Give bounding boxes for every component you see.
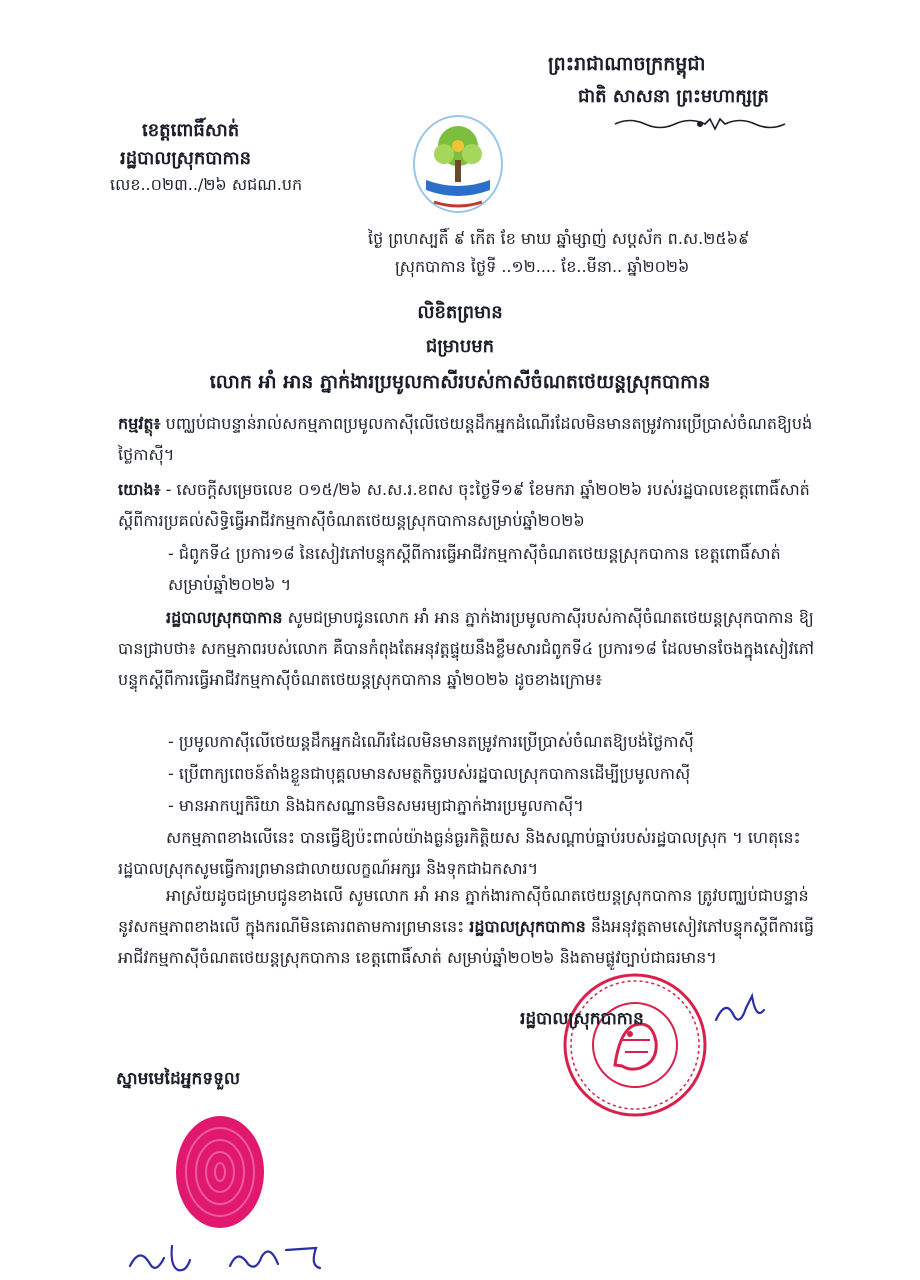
- body-intro-text: សូមជម្រាបជូនលោក អាំ អាន ភ្នាក់ងារប្រមូលកាស៊ីរបស់កាស៊ីចំណតថេយន្តស្រុកបាកាន ឱ្យបានជ្រាបថា៖ សកម្មភាពរបស់លោក គឺបានកំពុងតែអនុវត្តផ្ទុយនឹងខ្លឹមសារជំពូកទី៤ ប្រការ១៨ ដែលមានចែងក្នុងសៀវភៅបន្ទុកស្តីពីការធ្វើអាជីវកម្មកាស៊ីចំណតថេយន្តស្រុកបាកាន ឆ្នាំ២០២៦ ដូចខាងក្រោម៖: [118, 608, 814, 689]
- body-paragraph-3: [118, 880, 818, 973]
- kingdom-heading: ព្រះរាជាណាចក្រកម្ពុជា: [548, 53, 706, 75]
- list-item: - ប្រមូលកាស៊ីលើថេយន្តដឹកអ្នកដំណើរដែលមិនមានតម្រូវការប្រើប្រាស់ចំណតឱ្យបង់ថ្លៃកាស៊ី: [168, 732, 694, 751]
- reference-number: លេខ..០២៣../២៦ សជណ.បក: [110, 175, 303, 194]
- official-stamp: [560, 970, 710, 1120]
- document-type: លិខិតព្រមាន: [417, 302, 503, 323]
- handwritten-name: [120, 1236, 380, 1280]
- subject-paragraph: [118, 408, 818, 470]
- body-intro: [118, 602, 818, 695]
- signatory-district: រដ្ឋបាលស្រុកបាកាន: [520, 1009, 644, 1029]
- subject-text: បញ្ឈប់ជាបន្ទាន់រាល់សកម្មភាពប្រមូលកាស៊ីលើថេយន្តដឹកអ្នកដំណើរដែលមិនមានតម្រូវការប្រើប្រាស់ចំណតឱ្យបង់ថ្លៃកាស៊ី។: [118, 414, 813, 464]
- list-item: - ប្រើពាក្យពេចន៍តាំងខ្លួនជាបុគ្គលមានសមត្ថកិច្ចរបស់រដ្ឋបាលស្រុកបាកានដើម្បីប្រមូលកាស៊ី: [168, 764, 691, 783]
- para3-text: អាស្រ័យដូចជម្រាបជូនខាងលើ សូមលោក អាំ អាន ភ្នាក់ងារកាស៊ីចំណតថេយន្តស្រុកបាកាន ត្រូវបញ្ឈប់ជាបន្ទាន់នូវសកម្មភាពខាងលើ ក្នុងករណីមិនគោរពតាមការព្រមាននេះ: [118, 886, 809, 936]
- district-logo: [408, 112, 508, 222]
- national-motto: ជាតិ សាសនា ព្រះមហាក្សត្រ: [578, 86, 769, 107]
- province-name: ខេត្តពោធិ៍សាត់: [142, 120, 240, 141]
- reference-paragraph-1: [118, 474, 818, 536]
- para3-bold: រដ្ឋបាលស្រុកបាកាន: [469, 917, 586, 936]
- salutation: ជម្រាបមក: [425, 336, 495, 357]
- district-admin-name: រដ្ឋបាលស្រុកបាកាន: [120, 148, 252, 169]
- receiver-thumbprint-label: ស្នាមមេដៃអ្នកទទួល: [116, 1069, 241, 1089]
- body-lead-bold: រដ្ឋបាលស្រុកបាកាន: [166, 608, 283, 627]
- reference-paragraph-2: [168, 538, 818, 600]
- fingerprint-mark: [172, 1112, 268, 1232]
- solar-date: ស្រុកបាកាន ថ្ងៃទី ..១២.... ខែ..មីនា.. ឆ្នាំ២០២៦: [395, 257, 690, 276]
- subject-label: កម្មវត្ថុ៖: [118, 414, 161, 433]
- lunar-date: ថ្ងៃ ព្រហស្បតិ៍ ៩ កើត ខែ មាឃ ឆ្នាំម្សាញ់ សប្តស័ក ព.ស.២៥៦៩: [368, 229, 750, 248]
- ornament-divider-icon: [610, 115, 790, 133]
- para3-text-end: នឹងអនុវត្តតាមសៀវភៅបន្ទុកស្តីពីការធ្វើអាជីវកម្មកាស៊ីចំណតថេយន្តស្រុកបាកាន ខេត្តពោធិ៍សាត់ សម្រាប់ឆ្នាំ២០២៦ និងតាមផ្លូវច្បាប់ជាធរមាន។: [118, 917, 814, 967]
- signature-mark: [712, 990, 772, 1030]
- reference-item: - សេចក្តីសម្រេចលេខ ០១៥/២៦ ស.ស.រ.ខពស ចុះថ្ងៃទី១៩ ខែមករា ឆ្នាំ២០២៦ របស់រដ្ឋបាលខេត្តពោធិ៍សាត់ ស្តីពីការប្រគល់សិទ្ធិធ្វើអាជីវកម្មកាស៊ីចំណតថេយន្តស្រុកបាកានសម្រាប់ឆ្នាំ២០២៦: [118, 480, 810, 530]
- body-paragraph-2: សកម្មភាពខាងលើនេះ បានធ្វើឱ្យប៉ះពាល់យ៉ាងធ្ងន់ធ្ងរកិត្តិយស និងសណ្តាប់ធ្នាប់របស់រដ្ឋបាលស្រុក ។ ហេតុនេះរដ្ឋបាលស្រុកសូមធ្វើការព្រមានជាលាយលក្ខណ៍អក្សរ និងទុកជាឯកសារ។: [118, 828, 801, 878]
- recipient-line: លោក អាំ អាន ភ្នាក់ងារប្រមូលកាសីរបស់កាសីចំណតថេយន្តស្រុកបាកាន: [209, 371, 711, 393]
- reference-item: - ជំពូកទី៤ ប្រការ១៨ នៃសៀវភៅបន្ទុកស្តីពីការធ្វើអាជីវកម្មកាស៊ីចំណតថេយន្តស្រុកបាកាន ខេត្តពោធិ៍សាត់ សម្រាប់ឆ្នាំ២០២៦ ។: [168, 544, 781, 594]
- list-item: - មានអាកប្បកិរិយា និងឯកសណ្ឋានមិនសមរម្យជាភ្នាក់ងារប្រមូលកាស៊ី។: [168, 796, 584, 815]
- reference-label: យោង៖: [118, 480, 161, 499]
